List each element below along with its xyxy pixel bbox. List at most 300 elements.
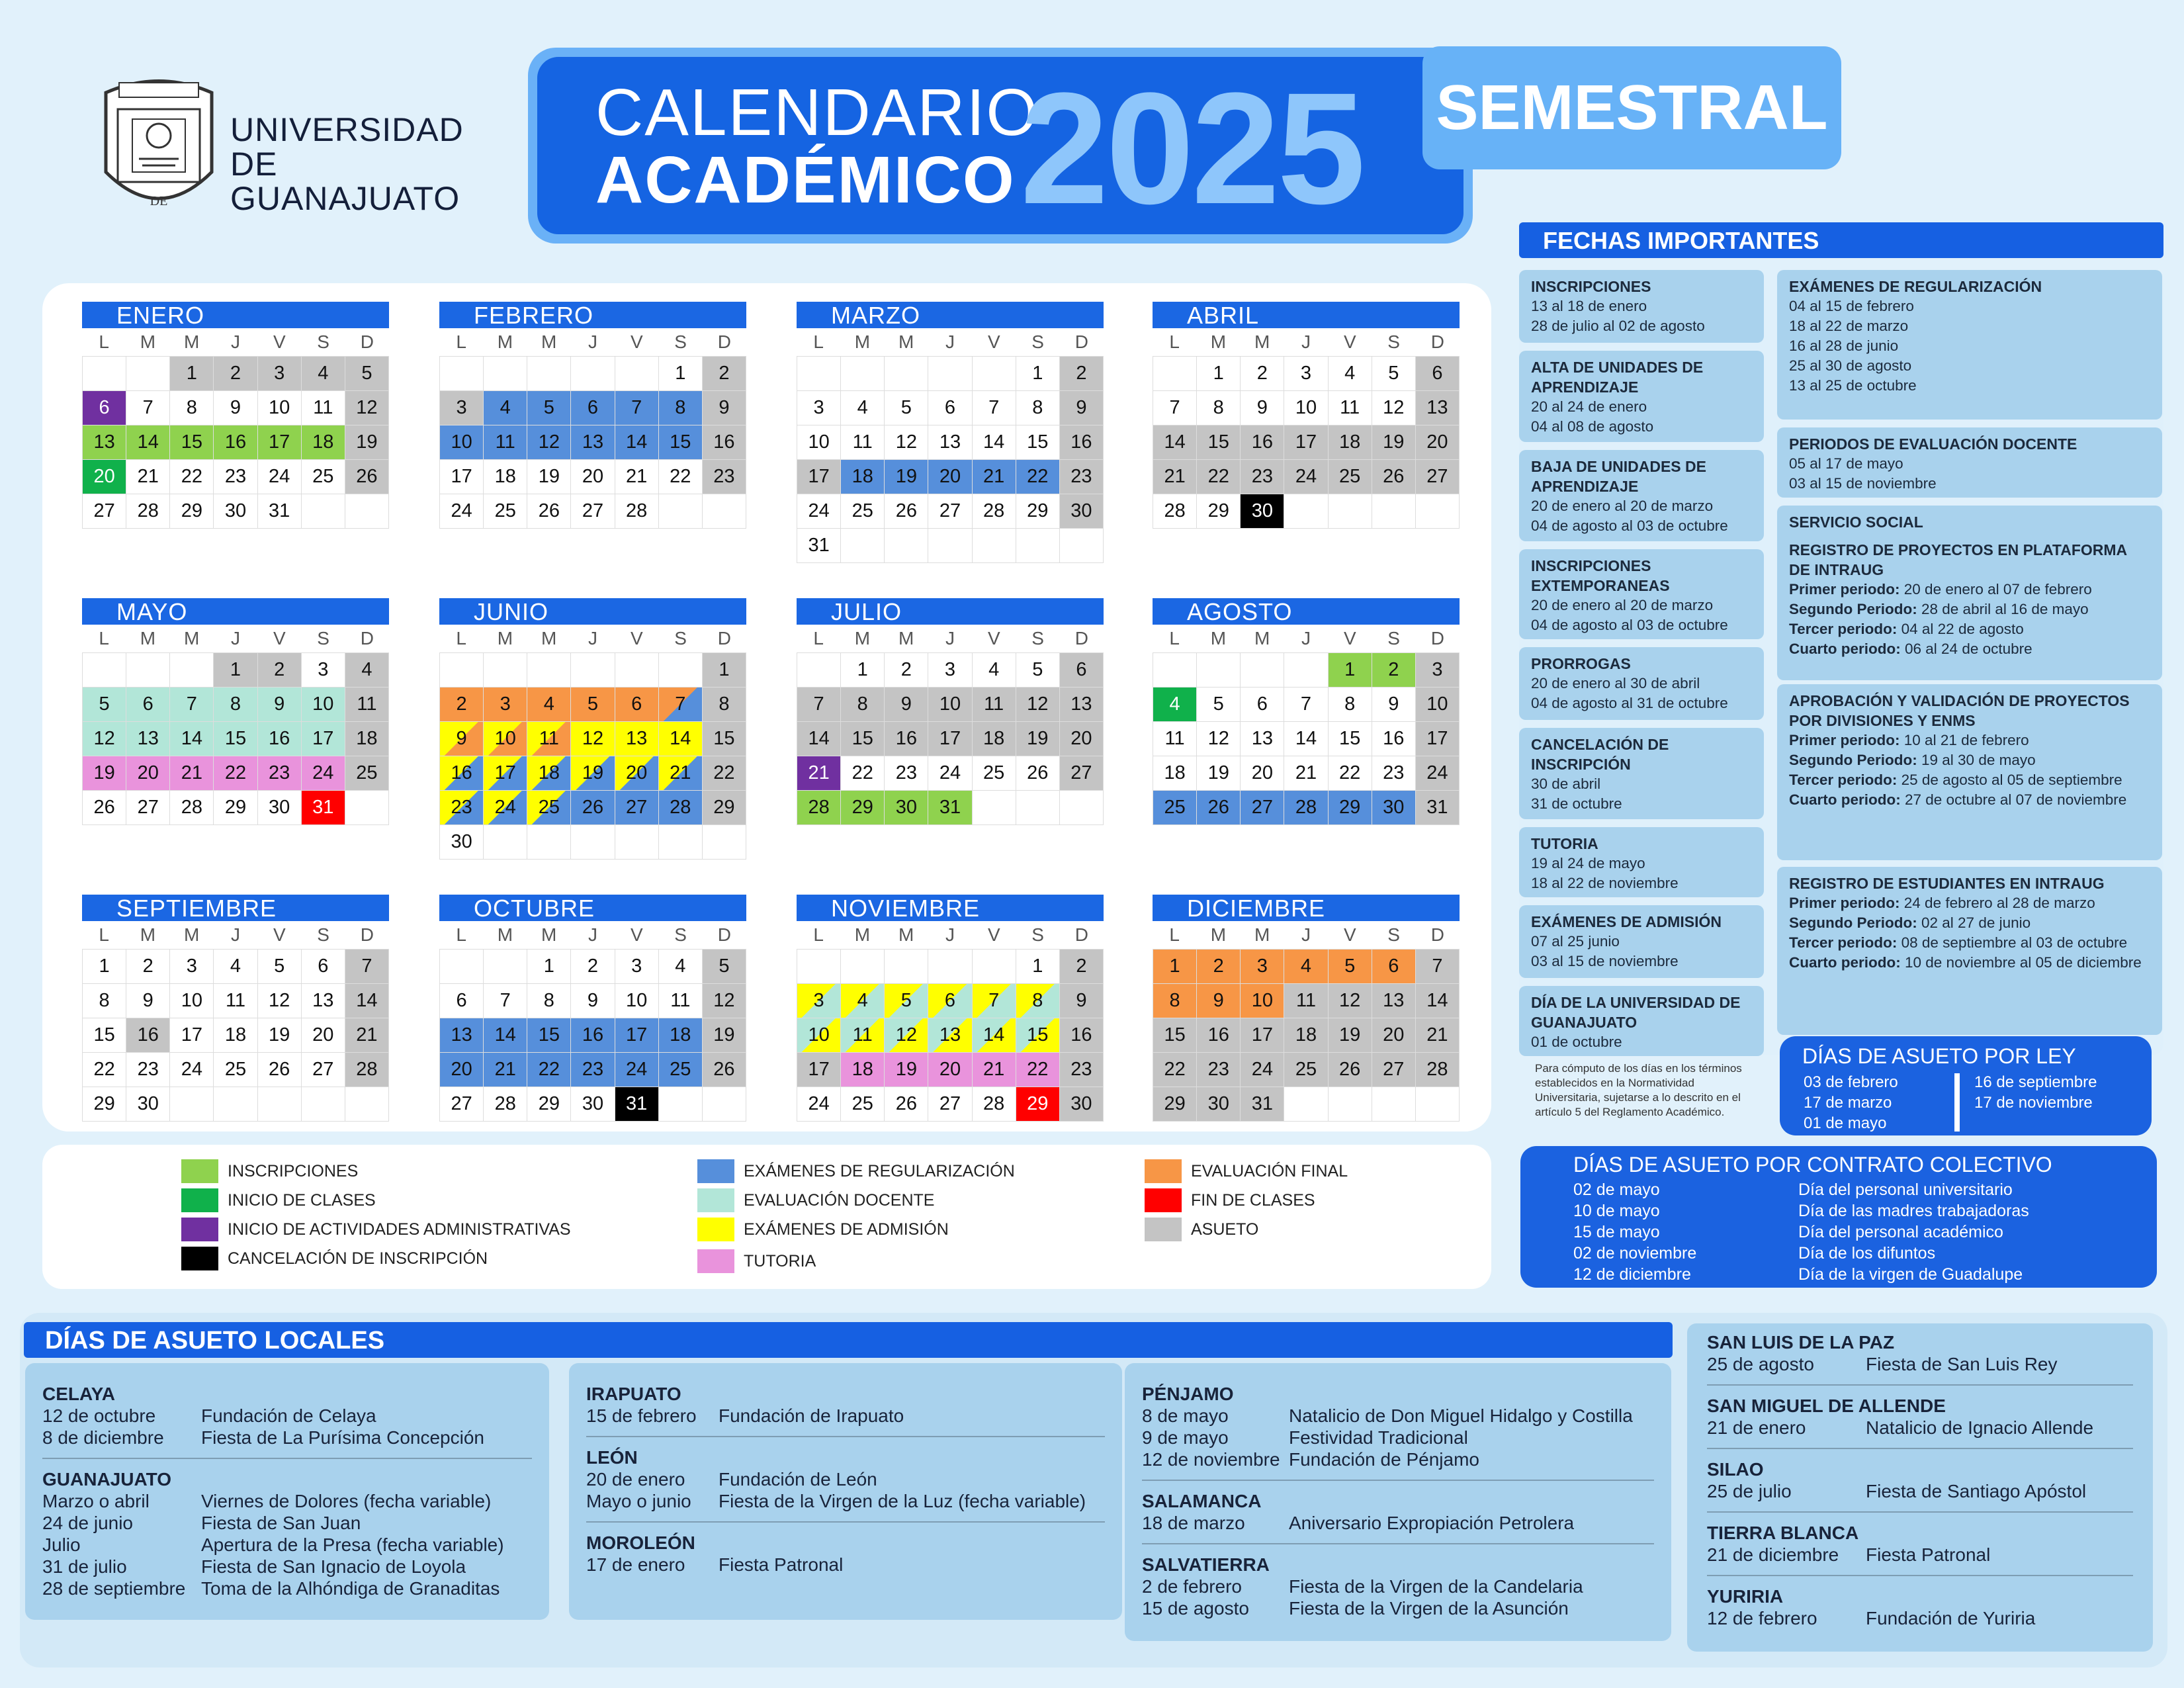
day-cell[interactable]: 17 (928, 722, 972, 756)
day-cell[interactable]: 7 (345, 950, 389, 984)
day-cell[interactable]: 29 (527, 1087, 571, 1122)
day-cell[interactable]: 18 (345, 722, 389, 756)
day-cell[interactable]: 9 (1060, 984, 1104, 1018)
day-cell[interactable]: 7 (659, 688, 703, 722)
day-cell[interactable]: 8 (659, 391, 703, 425)
day-cell[interactable]: 19 (1329, 1018, 1372, 1053)
day-cell[interactable]: 4 (841, 391, 885, 425)
day-cell[interactable]: 19 (1197, 756, 1241, 791)
day-cell[interactable]: 16 (1060, 425, 1104, 460)
day-cell[interactable]: 14 (170, 722, 214, 756)
day-cell[interactable]: 20 (571, 460, 615, 494)
day-cell[interactable]: 25 (841, 1087, 885, 1122)
day-cell[interactable]: 16 (126, 1018, 170, 1053)
day-cell[interactable]: 27 (615, 791, 659, 825)
day-cell[interactable]: 26 (703, 1053, 746, 1087)
day-cell[interactable]: 9 (440, 722, 484, 756)
day-cell[interactable]: 2 (258, 653, 302, 688)
day-cell[interactable]: 5 (527, 391, 571, 425)
day-cell[interactable]: 5 (258, 950, 302, 984)
day-cell[interactable]: 9 (885, 688, 928, 722)
day-cell[interactable]: 11 (1153, 722, 1197, 756)
day-cell[interactable]: 14 (484, 1018, 527, 1053)
day-cell[interactable]: 7 (484, 984, 527, 1018)
day-cell[interactable]: 16 (1241, 425, 1284, 460)
day-cell[interactable]: 13 (302, 984, 345, 1018)
day-cell[interactable]: 18 (214, 1018, 257, 1053)
day-cell[interactable]: 30 (885, 791, 928, 825)
day-cell[interactable]: 15 (659, 425, 703, 460)
day-cell[interactable]: 15 (527, 1018, 571, 1053)
day-cell[interactable]: 28 (973, 1087, 1016, 1122)
day-cell[interactable]: 19 (527, 460, 571, 494)
day-cell[interactable]: 18 (841, 1053, 885, 1087)
day-cell[interactable]: 17 (1284, 425, 1328, 460)
day-cell[interactable]: 26 (345, 460, 389, 494)
day-cell[interactable]: 23 (885, 756, 928, 791)
day-cell[interactable]: 5 (1016, 653, 1060, 688)
day-cell[interactable]: 22 (659, 460, 703, 494)
day-cell[interactable]: 2 (1197, 950, 1241, 984)
day-cell[interactable]: 4 (484, 391, 527, 425)
day-cell[interactable]: 30 (1060, 1087, 1104, 1122)
day-cell[interactable]: 5 (1329, 950, 1372, 984)
day-cell[interactable]: 31 (615, 1087, 659, 1122)
day-cell[interactable]: 4 (302, 357, 345, 391)
day-cell[interactable]: 14 (973, 425, 1016, 460)
day-cell[interactable]: 6 (928, 984, 972, 1018)
day-cell[interactable]: 6 (1372, 950, 1416, 984)
day-cell[interactable]: 22 (1016, 1053, 1060, 1087)
day-cell[interactable]: 2 (703, 357, 746, 391)
day-cell[interactable]: 24 (615, 1053, 659, 1087)
day-cell[interactable]: 23 (1372, 756, 1416, 791)
day-cell[interactable]: 2 (214, 357, 257, 391)
day-cell[interactable]: 3 (1284, 357, 1328, 391)
day-cell[interactable]: 20 (1372, 1018, 1416, 1053)
day-cell[interactable]: 10 (797, 425, 841, 460)
day-cell[interactable]: 24 (928, 756, 972, 791)
day-cell[interactable]: 24 (302, 756, 345, 791)
day-cell[interactable]: 14 (973, 1018, 1016, 1053)
day-cell[interactable]: 30 (440, 825, 484, 860)
day-cell[interactable]: 5 (885, 391, 928, 425)
day-cell[interactable]: 30 (1060, 494, 1104, 529)
day-cell[interactable]: 13 (1416, 391, 1460, 425)
day-cell[interactable]: 24 (1416, 756, 1460, 791)
day-cell[interactable]: 10 (258, 391, 302, 425)
day-cell[interactable]: 6 (440, 984, 484, 1018)
day-cell[interactable]: 31 (928, 791, 972, 825)
day-cell[interactable]: 14 (797, 722, 841, 756)
day-cell[interactable]: 12 (258, 984, 302, 1018)
day-cell[interactable]: 9 (703, 391, 746, 425)
day-cell[interactable]: 29 (1016, 494, 1060, 529)
day-cell[interactable]: 10 (302, 688, 345, 722)
day-cell[interactable]: 12 (703, 984, 746, 1018)
day-cell[interactable]: 15 (1016, 1018, 1060, 1053)
day-cell[interactable]: 14 (1153, 425, 1197, 460)
day-cell[interactable]: 20 (302, 1018, 345, 1053)
day-cell[interactable]: 5 (1372, 357, 1416, 391)
day-cell[interactable]: 30 (214, 494, 257, 529)
day-cell[interactable]: 8 (214, 688, 257, 722)
day-cell[interactable]: 12 (885, 425, 928, 460)
day-cell[interactable]: 8 (1197, 391, 1241, 425)
day-cell[interactable]: 9 (1241, 391, 1284, 425)
day-cell[interactable]: 23 (703, 460, 746, 494)
day-cell[interactable]: 26 (527, 494, 571, 529)
day-cell[interactable]: 22 (1329, 756, 1372, 791)
day-cell[interactable]: 25 (527, 791, 571, 825)
day-cell[interactable]: 6 (83, 391, 126, 425)
day-cell[interactable]: 28 (345, 1053, 389, 1087)
day-cell[interactable]: 13 (928, 425, 972, 460)
day-cell[interactable]: 2 (885, 653, 928, 688)
day-cell[interactable]: 23 (1060, 1053, 1104, 1087)
day-cell[interactable]: 8 (841, 688, 885, 722)
day-cell[interactable]: 22 (703, 756, 746, 791)
day-cell[interactable]: 8 (703, 688, 746, 722)
day-cell[interactable]: 23 (1060, 460, 1104, 494)
day-cell[interactable]: 3 (1416, 653, 1460, 688)
day-cell[interactable]: 25 (1329, 460, 1372, 494)
day-cell[interactable]: 28 (126, 494, 170, 529)
day-cell[interactable]: 9 (214, 391, 257, 425)
day-cell[interactable]: 9 (1060, 391, 1104, 425)
day-cell[interactable]: 29 (703, 791, 746, 825)
day-cell[interactable]: 25 (1284, 1053, 1328, 1087)
day-cell[interactable]: 2 (126, 950, 170, 984)
day-cell[interactable]: 6 (302, 950, 345, 984)
day-cell[interactable]: 1 (1197, 357, 1241, 391)
day-cell[interactable]: 10 (797, 1018, 841, 1053)
day-cell[interactable]: 12 (345, 391, 389, 425)
day-cell[interactable]: 17 (170, 1018, 214, 1053)
day-cell[interactable]: 7 (1153, 391, 1197, 425)
day-cell[interactable]: 13 (83, 425, 126, 460)
day-cell[interactable]: 15 (841, 722, 885, 756)
day-cell[interactable]: 1 (214, 653, 257, 688)
day-cell[interactable]: 17 (440, 460, 484, 494)
day-cell[interactable]: 20 (126, 756, 170, 791)
day-cell[interactable]: 12 (1372, 391, 1416, 425)
day-cell[interactable]: 4 (1284, 950, 1328, 984)
day-cell[interactable]: 18 (1153, 756, 1197, 791)
day-cell[interactable]: 11 (302, 391, 345, 425)
day-cell[interactable]: 21 (973, 1053, 1016, 1087)
day-cell[interactable]: 24 (797, 494, 841, 529)
day-cell[interactable]: 3 (797, 984, 841, 1018)
day-cell[interactable]: 4 (1329, 357, 1372, 391)
day-cell[interactable]: 21 (1416, 1018, 1460, 1053)
day-cell[interactable]: 23 (1241, 460, 1284, 494)
day-cell[interactable]: 26 (1016, 756, 1060, 791)
day-cell[interactable]: 7 (126, 391, 170, 425)
day-cell[interactable]: 1 (527, 950, 571, 984)
day-cell[interactable]: 14 (1416, 984, 1460, 1018)
day-cell[interactable]: 7 (797, 688, 841, 722)
day-cell[interactable]: 16 (703, 425, 746, 460)
day-cell[interactable]: 12 (1016, 688, 1060, 722)
day-cell[interactable]: 10 (928, 688, 972, 722)
day-cell[interactable]: 12 (571, 722, 615, 756)
day-cell[interactable]: 24 (440, 494, 484, 529)
day-cell[interactable]: 29 (83, 1087, 126, 1122)
day-cell[interactable]: 13 (1372, 984, 1416, 1018)
day-cell[interactable]: 12 (1197, 722, 1241, 756)
day-cell[interactable]: 20 (615, 756, 659, 791)
day-cell[interactable]: 16 (214, 425, 257, 460)
day-cell[interactable]: 5 (1197, 688, 1241, 722)
day-cell[interactable]: 16 (885, 722, 928, 756)
day-cell[interactable]: 15 (214, 722, 257, 756)
day-cell[interactable]: 26 (83, 791, 126, 825)
day-cell[interactable]: 24 (484, 791, 527, 825)
day-cell[interactable]: 29 (1329, 791, 1372, 825)
day-cell[interactable]: 10 (170, 984, 214, 1018)
day-cell[interactable]: 3 (302, 653, 345, 688)
day-cell[interactable]: 20 (928, 460, 972, 494)
day-cell[interactable]: 6 (126, 688, 170, 722)
day-cell[interactable]: 6 (571, 391, 615, 425)
day-cell[interactable]: 21 (484, 1053, 527, 1087)
day-cell[interactable]: 27 (1241, 791, 1284, 825)
day-cell[interactable]: 15 (1329, 722, 1372, 756)
day-cell[interactable]: 22 (83, 1053, 126, 1087)
day-cell[interactable]: 15 (1153, 1018, 1197, 1053)
day-cell[interactable]: 18 (973, 722, 1016, 756)
day-cell[interactable]: 5 (345, 357, 389, 391)
day-cell[interactable]: 11 (527, 722, 571, 756)
day-cell[interactable]: 2 (1372, 653, 1416, 688)
day-cell[interactable]: 7 (973, 984, 1016, 1018)
day-cell[interactable]: 30 (126, 1087, 170, 1122)
day-cell[interactable]: 21 (797, 756, 841, 791)
day-cell[interactable]: 28 (1284, 791, 1328, 825)
day-cell[interactable]: 6 (1241, 688, 1284, 722)
day-cell[interactable]: 22 (841, 756, 885, 791)
day-cell[interactable]: 5 (885, 984, 928, 1018)
day-cell[interactable]: 23 (214, 460, 257, 494)
day-cell[interactable]: 12 (527, 425, 571, 460)
day-cell[interactable]: 24 (1284, 460, 1328, 494)
day-cell[interactable]: 1 (841, 653, 885, 688)
day-cell[interactable]: 16 (571, 1018, 615, 1053)
day-cell[interactable]: 16 (258, 722, 302, 756)
day-cell[interactable]: 25 (841, 494, 885, 529)
day-cell[interactable]: 22 (170, 460, 214, 494)
day-cell[interactable]: 13 (1241, 722, 1284, 756)
day-cell[interactable]: 22 (1197, 460, 1241, 494)
day-cell[interactable]: 11 (841, 425, 885, 460)
day-cell[interactable]: 11 (345, 688, 389, 722)
day-cell[interactable]: 18 (1284, 1018, 1328, 1053)
day-cell[interactable]: 16 (440, 756, 484, 791)
day-cell[interactable]: 15 (1197, 425, 1241, 460)
day-cell[interactable]: 2 (440, 688, 484, 722)
day-cell[interactable]: 24 (1241, 1053, 1284, 1087)
day-cell[interactable]: 4 (841, 984, 885, 1018)
day-cell[interactable]: 23 (126, 1053, 170, 1087)
day-cell[interactable]: 28 (484, 1087, 527, 1122)
day-cell[interactable]: 9 (1197, 984, 1241, 1018)
day-cell[interactable]: 27 (302, 1053, 345, 1087)
day-cell[interactable]: 11 (659, 984, 703, 1018)
day-cell[interactable]: 21 (126, 460, 170, 494)
day-cell[interactable]: 6 (1416, 357, 1460, 391)
day-cell[interactable]: 23 (571, 1053, 615, 1087)
day-cell[interactable]: 14 (1284, 722, 1328, 756)
day-cell[interactable]: 26 (1372, 460, 1416, 494)
day-cell[interactable]: 5 (83, 688, 126, 722)
day-cell[interactable]: 19 (83, 756, 126, 791)
day-cell[interactable]: 26 (1197, 791, 1241, 825)
day-cell[interactable]: 24 (797, 1087, 841, 1122)
day-cell[interactable]: 20 (928, 1053, 972, 1087)
day-cell[interactable]: 7 (1284, 688, 1328, 722)
day-cell[interactable]: 19 (885, 460, 928, 494)
day-cell[interactable]: 7 (973, 391, 1016, 425)
day-cell[interactable]: 16 (1060, 1018, 1104, 1053)
day-cell[interactable]: 23 (440, 791, 484, 825)
day-cell[interactable]: 19 (1016, 722, 1060, 756)
day-cell[interactable]: 27 (126, 791, 170, 825)
day-cell[interactable]: 14 (345, 984, 389, 1018)
day-cell[interactable]: 1 (170, 357, 214, 391)
day-cell[interactable]: 28 (797, 791, 841, 825)
day-cell[interactable]: 26 (885, 494, 928, 529)
day-cell[interactable]: 3 (440, 391, 484, 425)
day-cell[interactable]: 22 (1016, 460, 1060, 494)
day-cell[interactable]: 1 (703, 653, 746, 688)
day-cell[interactable]: 3 (797, 391, 841, 425)
day-cell[interactable]: 20 (440, 1053, 484, 1087)
day-cell[interactable]: 13 (126, 722, 170, 756)
day-cell[interactable]: 27 (1372, 1053, 1416, 1087)
day-cell[interactable]: 7 (1416, 950, 1460, 984)
day-cell[interactable]: 9 (258, 688, 302, 722)
day-cell[interactable]: 27 (83, 494, 126, 529)
day-cell[interactable]: 14 (615, 425, 659, 460)
day-cell[interactable]: 3 (258, 357, 302, 391)
day-cell[interactable]: 14 (659, 722, 703, 756)
day-cell[interactable]: 5 (571, 688, 615, 722)
day-cell[interactable]: 12 (885, 1018, 928, 1053)
day-cell[interactable]: 15 (170, 425, 214, 460)
day-cell[interactable]: 28 (973, 494, 1016, 529)
day-cell[interactable]: 10 (440, 425, 484, 460)
day-cell[interactable]: 15 (1016, 425, 1060, 460)
day-cell[interactable]: 1 (83, 950, 126, 984)
day-cell[interactable]: 11 (1329, 391, 1372, 425)
day-cell[interactable]: 29 (1197, 494, 1241, 529)
day-cell[interactable]: 7 (170, 688, 214, 722)
day-cell[interactable]: 5 (703, 950, 746, 984)
day-cell[interactable]: 28 (1416, 1053, 1460, 1087)
day-cell[interactable]: 22 (527, 1053, 571, 1087)
day-cell[interactable]: 26 (571, 791, 615, 825)
day-cell[interactable]: 26 (885, 1087, 928, 1122)
day-cell[interactable]: 16 (1197, 1018, 1241, 1053)
day-cell[interactable]: 8 (527, 984, 571, 1018)
day-cell[interactable]: 1 (1016, 357, 1060, 391)
day-cell[interactable]: 13 (615, 722, 659, 756)
day-cell[interactable]: 9 (571, 984, 615, 1018)
day-cell[interactable]: 28 (1153, 494, 1197, 529)
day-cell[interactable]: 21 (1153, 460, 1197, 494)
day-cell[interactable]: 13 (571, 425, 615, 460)
day-cell[interactable]: 17 (302, 722, 345, 756)
day-cell[interactable]: 20 (1241, 756, 1284, 791)
day-cell[interactable]: 8 (1153, 984, 1197, 1018)
day-cell[interactable]: 30 (258, 791, 302, 825)
day-cell[interactable]: 1 (659, 357, 703, 391)
day-cell[interactable]: 15 (703, 722, 746, 756)
day-cell[interactable]: 18 (659, 1018, 703, 1053)
day-cell[interactable]: 18 (841, 460, 885, 494)
day-cell[interactable]: 3 (928, 653, 972, 688)
day-cell[interactable]: 27 (440, 1087, 484, 1122)
day-cell[interactable]: 27 (928, 1087, 972, 1122)
day-cell[interactable]: 8 (1016, 984, 1060, 1018)
day-cell[interactable]: 3 (615, 950, 659, 984)
day-cell[interactable]: 27 (1416, 460, 1460, 494)
day-cell[interactable]: 21 (170, 756, 214, 791)
day-cell[interactable]: 18 (484, 460, 527, 494)
day-cell[interactable]: 17 (797, 460, 841, 494)
day-cell[interactable]: 29 (1016, 1087, 1060, 1122)
day-cell[interactable]: 30 (1241, 494, 1284, 529)
day-cell[interactable]: 3 (1241, 950, 1284, 984)
day-cell[interactable]: 24 (258, 460, 302, 494)
day-cell[interactable]: 31 (1241, 1087, 1284, 1122)
day-cell[interactable]: 20 (1060, 722, 1104, 756)
day-cell[interactable]: 11 (973, 688, 1016, 722)
day-cell[interactable]: 17 (615, 1018, 659, 1053)
day-cell[interactable]: 8 (1016, 391, 1060, 425)
day-cell[interactable]: 2 (1060, 950, 1104, 984)
day-cell[interactable]: 27 (1060, 756, 1104, 791)
day-cell[interactable]: 19 (885, 1053, 928, 1087)
day-cell[interactable]: 18 (1329, 425, 1372, 460)
day-cell[interactable]: 6 (928, 391, 972, 425)
day-cell[interactable]: 30 (571, 1087, 615, 1122)
day-cell[interactable]: 27 (571, 494, 615, 529)
day-cell[interactable]: 10 (484, 722, 527, 756)
day-cell[interactable]: 25 (659, 1053, 703, 1087)
day-cell[interactable]: 10 (1284, 391, 1328, 425)
day-cell[interactable]: 8 (170, 391, 214, 425)
day-cell[interactable]: 26 (1329, 1053, 1372, 1087)
day-cell[interactable]: 1 (1329, 653, 1372, 688)
day-cell[interactable]: 22 (1153, 1053, 1197, 1087)
day-cell[interactable]: 31 (302, 791, 345, 825)
day-cell[interactable]: 29 (1153, 1087, 1197, 1122)
day-cell[interactable]: 21 (615, 460, 659, 494)
day-cell[interactable]: 3 (484, 688, 527, 722)
day-cell[interactable]: 19 (345, 425, 389, 460)
day-cell[interactable]: 25 (973, 756, 1016, 791)
day-cell[interactable]: 2 (1060, 357, 1104, 391)
day-cell[interactable]: 19 (571, 756, 615, 791)
day-cell[interactable]: 9 (1372, 688, 1416, 722)
day-cell[interactable]: 29 (214, 791, 257, 825)
day-cell[interactable]: 13 (928, 1018, 972, 1053)
day-cell[interactable]: 29 (841, 791, 885, 825)
day-cell[interactable]: 27 (928, 494, 972, 529)
day-cell[interactable]: 3 (170, 950, 214, 984)
